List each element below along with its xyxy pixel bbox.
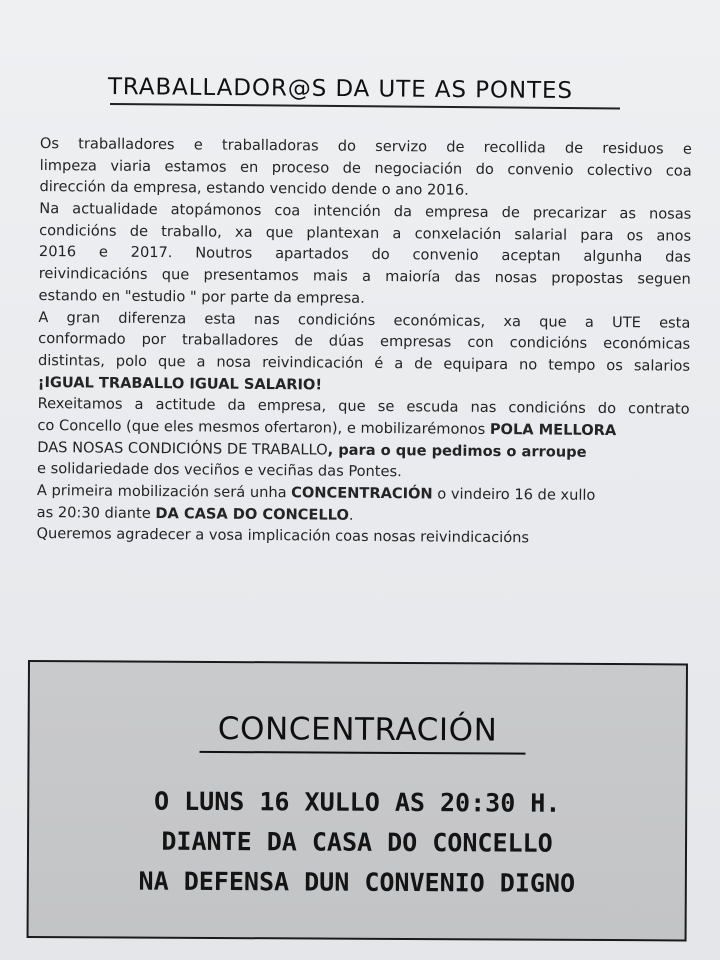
body-fragment: as 20:30 diante — [36, 503, 156, 522]
body-fragment: co Concello (que eles mesmos ofertaron), e mobilizarémonos — [37, 416, 490, 438]
body-line: reivindicacións que presentamos mais a maioría das nosas propostas seguen — [38, 265, 691, 288]
title-underline — [110, 103, 620, 109]
body-line: distintas, polo que a nosa reivindicación é a de equipara no tempo os salarios — [37, 351, 691, 375]
body-line: Queremos agradecer a vosa implicación coas nosas reivindicacións — [36, 525, 530, 547]
box-line-purpose: NA DEFENSA DUN CONVENIO DIGNO — [138, 866, 576, 898]
body-line: Os traballadores e traballadoras do servizo de recollida de residuos e — [39, 134, 692, 158]
box-title: CONCENTRACIÓN — [217, 710, 498, 749]
body-fragment: o vindeiro 16 de xullo — [432, 485, 596, 504]
body-line: Na actualidade atopámonos coa intención da empresa de precarizar as nosas — [39, 200, 692, 223]
body-line: condicións de traballo, xa que plantexan a conxelación salarial para os anos — [39, 221, 692, 245]
body-text — [36, 133, 692, 551]
body-fragment: DAS NOSAS CONDICIÓNS DE TRABALLO — [37, 438, 328, 459]
body-line: dirección da empresa, estando vencido dende o ano 2016. — [39, 178, 469, 200]
body-line: Rexeitamos a actitude da empresa, que se escuda nas condicións do contrato — [37, 395, 690, 418]
body-line: A gran diferenza esta nas condicións económicas, xa que a UTE esta — [38, 308, 691, 332]
body-fragment: . — [348, 506, 354, 524]
body-emphasis: CONCENTRACIÓN — [291, 484, 433, 503]
body-line: e solidariedade dos veciños e veciñas das Pontes. — [36, 460, 402, 481]
announcement-box — [27, 660, 688, 941]
box-line-place: DIANTE DA CASA DO CONCELLO — [161, 826, 553, 858]
body-line: estando en "estudio " por parte da empresa. — [38, 286, 365, 307]
body-line: limpeza viaria estamos en proceso de negociación do convenio colectivo coa — [39, 156, 692, 180]
box-line-date: O LUNS 16 XULLO AS 20:30 H. — [153, 786, 561, 818]
body-line: 2016 e 2017. Noutros apartados do convenio aceptan algunha das — [38, 243, 692, 267]
body-fragment: A primeira mobilización será unha — [36, 481, 292, 502]
body-emphasis: ¡IGUAL TRABALLO IGUAL SALARIO! — [37, 373, 323, 394]
body-emphasis: , para o que pedimos o arroupe — [327, 441, 587, 461]
body-emphasis: POLA MELLORA — [489, 420, 617, 439]
body-emphasis: DA CASA DO CONCELLO — [155, 504, 349, 524]
box-title-underline — [200, 751, 526, 755]
document-title: TRABALLADOR@S DA UTE AS PONTES — [107, 74, 574, 105]
body-line: conformado por traballadores de dúas empresas con condicións económicas — [38, 330, 691, 353]
